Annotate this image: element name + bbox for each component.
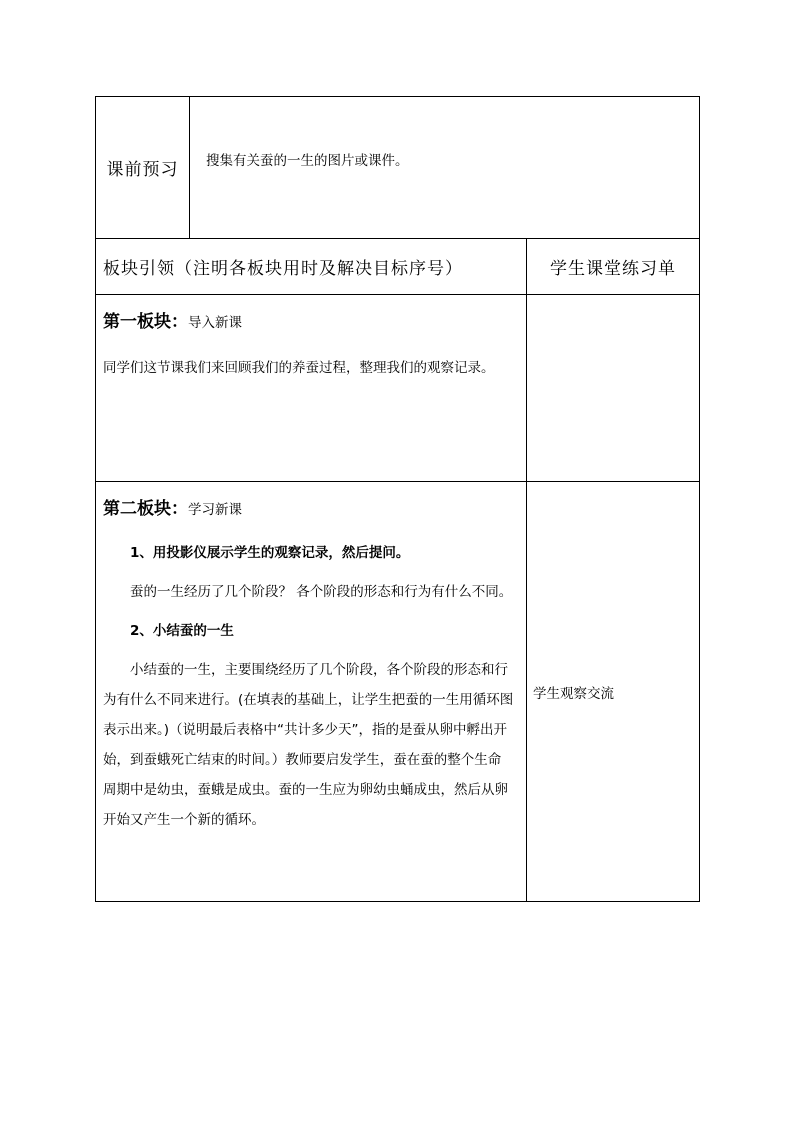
section1-subtitle: 导入新课 xyxy=(188,315,242,331)
preview-label: 课前预习 xyxy=(96,97,190,239)
section2-side-note: 学生观察交流 xyxy=(527,482,700,902)
section2-row xyxy=(96,482,700,902)
section2-heading xyxy=(103,494,514,519)
section2-cell xyxy=(96,482,527,902)
lesson-plan-table xyxy=(95,96,700,902)
section1-title: 第一板块： xyxy=(103,312,188,332)
section2-item2-text: 小结蚕的一生，主要围绕经历了几个阶段，各个阶段的形态和行为有什么不同来进行。(在填表的基础上，让学生把蚕的一生用循环图表示出来。)（说明最后表格中“共计多少天”，指的是蚕从卵中孵出开始，到蚕蛾死亡结束的时间。）教师要启发学生，蚕在蚕的整个生命周期中是幼虫，蚕蛾是成虫。蚕的一生应为卵幼虫蛹成虫，然后从卵开始又产生一个新的循环。 xyxy=(103,662,514,828)
preview-content: 搜集有关蚕的一生的图片或课件。 xyxy=(190,97,700,239)
preview-row xyxy=(96,97,700,239)
section1-text: 同学们这节课我们来回顾我们的养蚕过程，整理我们的观察记录。 xyxy=(103,360,495,376)
section1-cell xyxy=(96,295,527,482)
section1-heading xyxy=(103,307,518,332)
header-right: 学生课堂练习单 xyxy=(527,239,700,295)
header-row xyxy=(96,239,700,295)
section2-subtitle: 学习新课 xyxy=(188,502,242,518)
section2-item2-heading: 2、小结蚕的一生 xyxy=(130,623,234,639)
section1-row xyxy=(96,295,700,482)
section2-item1-heading: 1、用投影仪展示学生的观察记录，然后提问。 xyxy=(130,545,410,561)
section1-side xyxy=(527,295,700,482)
header-left: 板块引领（注明各板块用时及解决目标序号） xyxy=(96,239,527,295)
section2-title: 第二板块： xyxy=(103,499,188,519)
section2-item1-text: 蚕的一生经历了几个阶段？ 各个阶段的形态和行为有什么不同。 xyxy=(130,584,513,600)
